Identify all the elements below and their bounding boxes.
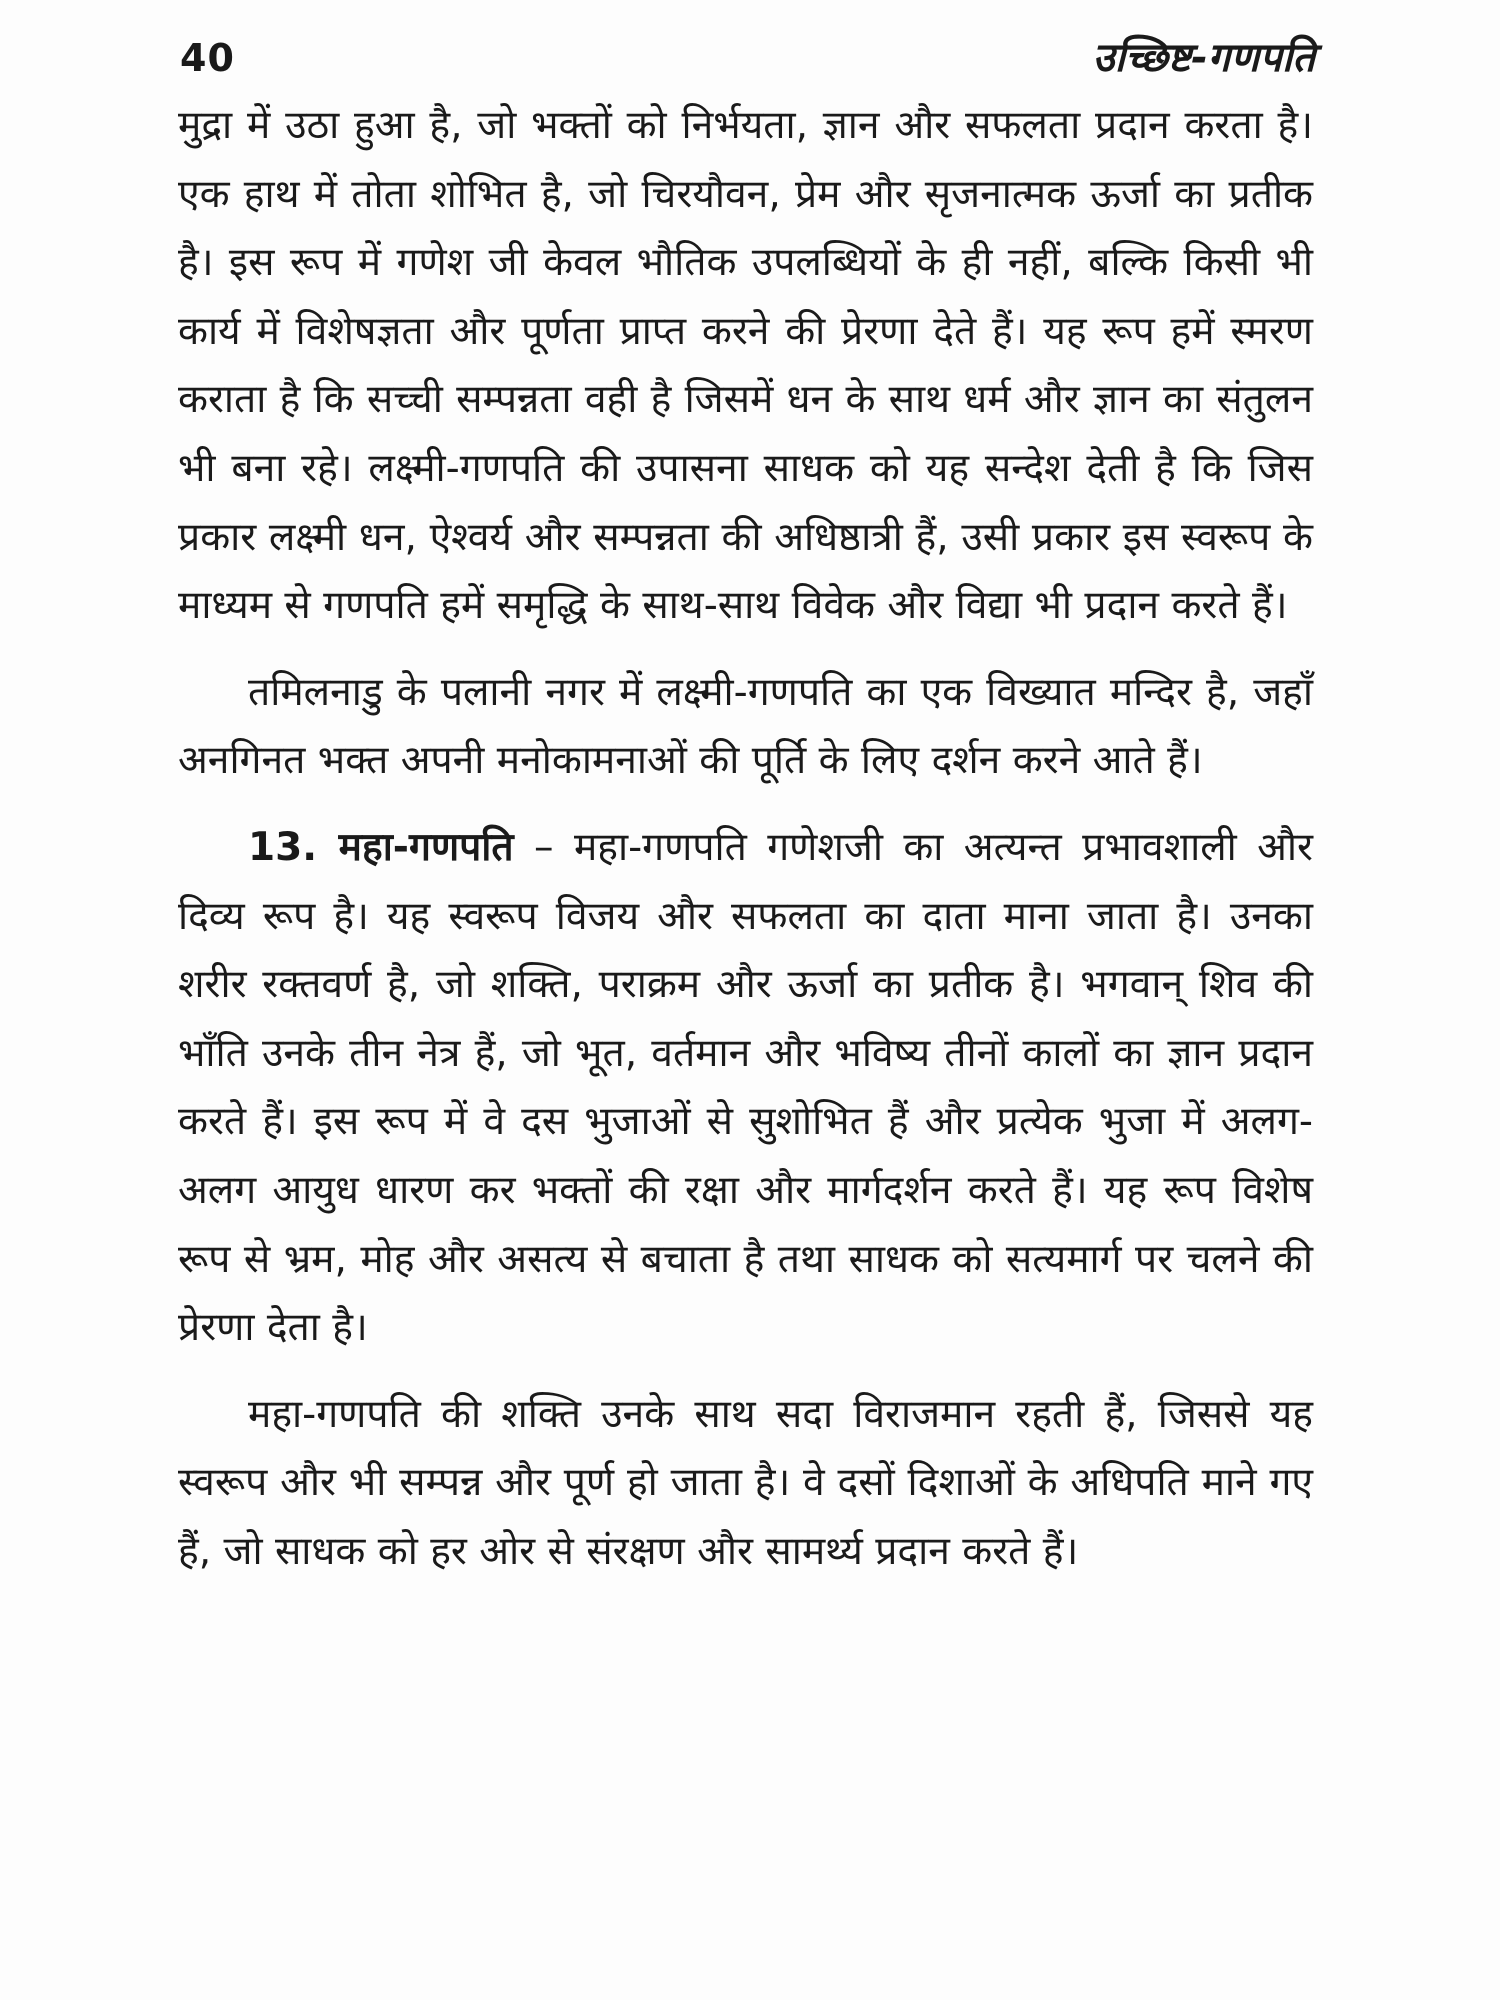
paragraph-3-body: – महा-गणपति गणेशजी का अत्यन्त प्रभावशाली और दिव्य रूप है। यह स्वरूप विजय और सफलता का दाता माना जाता है। उनका शरीर रक्तवर्ण है, जो शक्ति, पराक्रम और ऊर्जा का प्रतीक है। भगवान् शिव की भाँति उनके तीन नेत्र हैं, जो भूत, वर्तमान और भविष्य तीनों कालों का ज्ञान प्रदान करते हैं। इस रूप में वे दस भुजाओं से सुशोभित हैं और प्रत्येक भुजा में अलग-अलग आयुध धारण कर भक्तों की रक्षा और मार्गदर्शन करते हैं। यह रूप विशेष रूप से भ्रम, मोह और असत्य से बचाता है तथा साधक को सत्यमार्ग पर चलने की प्रेरणा देता है। — [178, 824, 1313, 1351]
paragraph-1: मुद्रा में उठा हुआ है, जो भक्तों को निर्भयता, ज्ञान और सफलता प्रदान करता है। एक हाथ में तोता शोभित है, जो चिरयौवन, प्रेम और सृजनात्मक ऊर्जा का प्रतीक है। इस रूप में गणेश जी केवल भौतिक उपलब्धियों के ही नहीं, बल्कि किसी भी कार्य में विशेषज्ञता और पूर्णता प्राप्त करने की प्रेरणा देते हैं। यह रूप हमें स्मरण कराता है कि सच्ची सम्पन्नता वही है जिसमें धन के साथ धर्म और ज्ञान का संतुलन भी बना रहे। लक्ष्मी-गणपति की उपासना साधक को यह सन्देश देती है कि जिस प्रकार लक्ष्मी धन, ऐश्वर्य और सम्पन्नता की अधिष्ठात्री हैं, उसी प्रकार इस स्वरूप के माध्यम से गणपति हमें समृद्धि के साथ-साथ विवेक और विद्या भी प्रदान करते हैं। — [178, 103, 1313, 629]
paragraph-4: महा-गणपति की शक्ति उनके साथ सदा विराजमान रहती हैं, जिससे यह स्वरूप और भी सम्पन्न और पूर्ण हो जाता है। वे दसों दिशाओं के अधिपति माने गए हैं, जो साधक को हर ओर से संरक्षण और सामर्थ्य प्रदान करते हैं। — [178, 1391, 1313, 1574]
page-number: 40 — [180, 36, 235, 80]
section-heading-maha-ganapati: 13. महा-गणपति — [248, 824, 514, 870]
paragraph-2: तमिलनाडु के पलानी नगर में लक्ष्मी-गणपति का एक विख्यात मन्दिर है, जहाँ अनगिनत भक्त अपनी मनोकामनाओं की पूर्ति के लिए दर्शन करने आते हैं। — [178, 669, 1313, 784]
page-header — [175, 28, 1315, 98]
paragraph-3 — [178, 814, 1313, 1363]
body-text — [178, 92, 1313, 1586]
running-title: उच्छिष्ट-गणपति — [1092, 35, 1315, 81]
